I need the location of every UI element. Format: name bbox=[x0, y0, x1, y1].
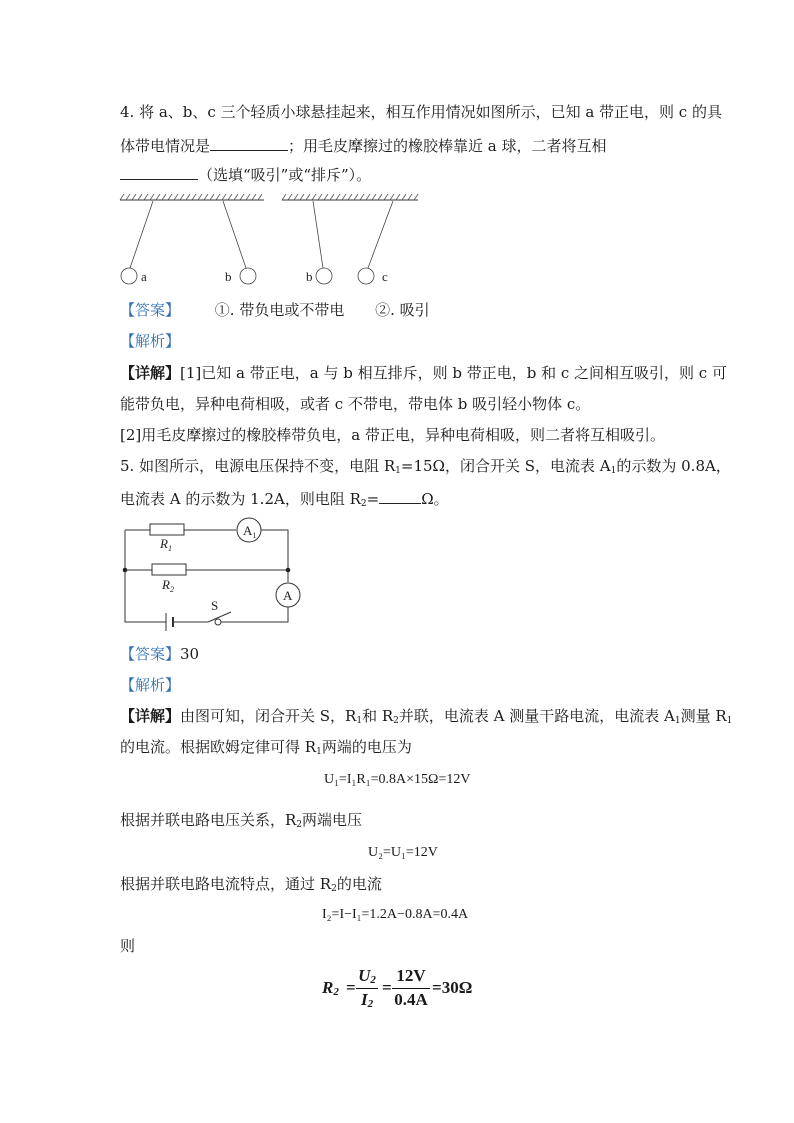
wire-left-bottom bbox=[125, 570, 166, 622]
q5-line1-sub2: 1 bbox=[610, 466, 617, 476]
frac1-bar bbox=[356, 988, 378, 989]
q5-line2-a: 电流表 A 的示数为 1.2A，则电阻 R bbox=[120, 490, 361, 508]
hatch-mark bbox=[138, 194, 142, 200]
hatch-mark bbox=[126, 194, 130, 200]
frac2-bar bbox=[392, 988, 430, 989]
q5-answer: 30 bbox=[180, 645, 200, 663]
final-lhs: $R_2$ bbox=[322, 978, 339, 998]
q5-line2-b: = bbox=[366, 490, 380, 508]
q5-detail-1c: 并联，电流表 A 测量干路电流，电流表 A bbox=[398, 707, 675, 725]
hatch-mark bbox=[372, 194, 376, 200]
label-s: S bbox=[211, 598, 219, 613]
q5-detail-2b: 两端的电压为 bbox=[321, 738, 412, 756]
q4-blank-1 bbox=[210, 134, 288, 151]
q5-line2-sub: 2 bbox=[360, 499, 367, 509]
hatch-mark bbox=[300, 194, 304, 200]
junction-left bbox=[123, 568, 128, 573]
hatch-mark bbox=[378, 194, 382, 200]
equals-2: = bbox=[382, 978, 392, 997]
wire-right-bottom bbox=[218, 607, 288, 622]
hatch-mark bbox=[204, 194, 208, 200]
q4-blank-2 bbox=[120, 163, 198, 180]
q5-line1-sub: 1 bbox=[395, 466, 401, 476]
q5-text-4a: 根据并联电路电流特点，通过 R bbox=[120, 875, 332, 893]
q5-detail-2-text: 的电流。根据欧姆定律可得 R bbox=[120, 738, 317, 756]
hatch-mark bbox=[312, 194, 316, 200]
q4-figure bbox=[118, 194, 438, 294]
string-b2 bbox=[313, 201, 323, 268]
hatch-mark bbox=[336, 194, 340, 200]
hatch-mark bbox=[144, 194, 148, 200]
wire-mid-2 bbox=[186, 570, 288, 582]
hatch-mark bbox=[216, 194, 220, 200]
q5-detail-1a: 由图可知，闭合开关 S，R bbox=[180, 707, 357, 725]
detail-label: 【详解】 bbox=[120, 364, 181, 382]
hatch-mark bbox=[258, 194, 262, 200]
q5-detail-2: 的电流。根据欧姆定律可得 $R_1$两端的电压为 bbox=[120, 738, 412, 757]
q4-line1: 4. 将 a、b、c 三个轻质小球悬挂起来，相互作用情况如图所示，已知 a 带正电，则 c 的具 bbox=[120, 103, 722, 121]
q4-line3-text: （选填“吸引”或“排斥”）。 bbox=[198, 166, 372, 184]
resistor-r2 bbox=[152, 564, 186, 575]
hatch-mark bbox=[228, 194, 232, 200]
final-equation bbox=[322, 966, 482, 1016]
frac2-num: 12V bbox=[396, 966, 426, 985]
hatch-mark bbox=[348, 194, 352, 200]
q5-circuit bbox=[118, 516, 308, 636]
hatch-mark bbox=[390, 194, 394, 200]
q4-detail-1b: 能带负电，异种电荷相吸，或者 c 不带电，带电体 b 吸引轻小物体 c。 bbox=[120, 395, 591, 413]
hatch-mark bbox=[318, 194, 322, 200]
hatch-mark bbox=[324, 194, 328, 200]
frac1-num: $U_2$ bbox=[358, 966, 376, 986]
answer-label: 【答案】 bbox=[120, 301, 181, 319]
hatch-mark bbox=[252, 194, 256, 200]
q5-line1-b: =15Ω，闭合开关 S，电流表 A bbox=[400, 457, 611, 475]
label-b2: b bbox=[306, 269, 313, 284]
hatch-mark bbox=[306, 194, 310, 200]
equation-2: U₂=U₁=12V bbox=[368, 845, 438, 860]
label-a1: $A_1$ bbox=[243, 523, 257, 540]
q5-detail-1b: 和 R bbox=[362, 707, 394, 725]
string-c bbox=[368, 201, 393, 268]
hatch-mark bbox=[282, 194, 286, 200]
label-r1: $R_1$ bbox=[160, 536, 172, 553]
frac1-den: $I_2$ bbox=[360, 990, 374, 1010]
hatch-mark bbox=[414, 194, 418, 200]
q4-line2-text-a: 体带电情况是 bbox=[120, 137, 211, 155]
string-a bbox=[130, 201, 153, 268]
hatch-mark bbox=[408, 194, 412, 200]
q4-detail-1a-text: [1]已知 a 带正电，a 与 b 相互排斥，则 b 带正电，b 和 c 之间相互吸引，则 c 可 bbox=[180, 364, 727, 382]
hatch-mark bbox=[180, 194, 184, 200]
q4-answer-1: ①. 带负电或不带电 bbox=[214, 301, 345, 319]
q4-detail-1a bbox=[120, 363, 727, 383]
hatch-mark bbox=[186, 194, 190, 200]
q5-analysis-label: 【解析】 bbox=[120, 676, 181, 694]
hatch-mark bbox=[174, 194, 178, 200]
q4-answer-line bbox=[120, 300, 430, 320]
q5-detail-label: 【详解】 bbox=[120, 707, 181, 725]
q5-text-3b: 两端电压 bbox=[302, 811, 363, 829]
label-r2: $R_2$ bbox=[162, 577, 174, 594]
q5-blank bbox=[379, 487, 421, 504]
label-b1: b bbox=[225, 269, 232, 284]
ball-b1 bbox=[240, 268, 256, 284]
hatch-mark bbox=[294, 194, 298, 200]
hatch-mark bbox=[360, 194, 364, 200]
q5-text-4: 根据并联电路电流特点，通过 $R_2$的电流 bbox=[120, 875, 382, 894]
hatch-mark bbox=[354, 194, 358, 200]
hatch-mark bbox=[384, 194, 388, 200]
resistor-r1 bbox=[150, 524, 184, 535]
hatch-mark bbox=[240, 194, 244, 200]
hatch-mark bbox=[210, 194, 214, 200]
hatch-mark bbox=[246, 194, 250, 200]
final-result: =30Ω bbox=[432, 978, 473, 997]
analysis-label: 【解析】 bbox=[120, 332, 181, 350]
q5-line1-a: 5. 如图所示，电源电压保持不变，电阻 R bbox=[120, 457, 396, 475]
label-a: a bbox=[141, 269, 147, 284]
hatch-mark bbox=[342, 194, 346, 200]
q5-answer-line bbox=[120, 644, 199, 664]
q4-line2 bbox=[120, 134, 607, 156]
q5-line1-c: 的示数为 0.8A， bbox=[616, 457, 731, 475]
q5-detail-1d: 测量 R bbox=[680, 707, 727, 725]
q5-text-4b: 的电流 bbox=[336, 875, 382, 893]
q5-text-5: 则 bbox=[120, 937, 136, 955]
hatch-mark bbox=[198, 194, 202, 200]
hatch-mark bbox=[330, 194, 334, 200]
hatch-mark bbox=[162, 194, 166, 200]
q4-detail-2: [2]用毛皮摩擦过的橡胶棒带负电，a 带正电，异种电荷相吸，则二者将互相吸引。 bbox=[120, 426, 665, 444]
ball-b2 bbox=[316, 268, 332, 284]
junction-right bbox=[286, 568, 291, 573]
frac2-den: 0.4A bbox=[394, 990, 428, 1009]
hatch-mark bbox=[396, 194, 400, 200]
ball-c bbox=[358, 268, 374, 284]
q5-detail-1: 【详解】由图可知，闭合开关 S，$R_1$和 $R_2$并联，电流表 A 测量干路电流，电流表 $A_1$测量 $R_1$ bbox=[120, 707, 733, 726]
label-a: A bbox=[283, 588, 293, 603]
q5-line1 bbox=[120, 456, 731, 476]
string-b1 bbox=[223, 201, 246, 268]
equation-3: I₂=I−I₁=1.2A−0.8A=0.4A bbox=[322, 907, 469, 922]
q5-text-3: 根据并联电路电压关系，$R_2$两端电压 bbox=[120, 811, 363, 830]
hatch-mark bbox=[402, 194, 406, 200]
hatch-mark bbox=[156, 194, 160, 200]
hatch-mark bbox=[132, 194, 136, 200]
q5-text-3a: 根据并联电路电压关系，R bbox=[120, 811, 297, 829]
q5-line2-c: Ω。 bbox=[421, 490, 449, 508]
hatch-mark bbox=[168, 194, 172, 200]
q5-line2 bbox=[120, 487, 449, 509]
hatch-mark bbox=[288, 194, 292, 200]
ball-a bbox=[121, 268, 137, 284]
q4-answer-2: ②. 吸引 bbox=[375, 301, 430, 319]
hatch-mark bbox=[150, 194, 154, 200]
hatch-mark bbox=[234, 194, 238, 200]
ceiling-hatch bbox=[120, 194, 418, 200]
hatch-mark bbox=[222, 194, 226, 200]
switch-contact bbox=[215, 619, 221, 625]
hatch-mark bbox=[120, 194, 124, 200]
hatch-mark bbox=[192, 194, 196, 200]
q4-line3 bbox=[120, 163, 371, 185]
wire-top-3 bbox=[261, 530, 288, 570]
label-c: c bbox=[382, 269, 388, 284]
hatch-mark bbox=[366, 194, 370, 200]
equation-1: U₁=I₁R₁=0.8A×15Ω=12V bbox=[324, 772, 471, 787]
q5-answer-label: 【答案】 bbox=[120, 645, 181, 663]
q4-line2-text-b: ；用毛皮摩擦过的橡胶棒靠近 a 球，二者将互相 bbox=[288, 137, 607, 155]
equals-1: = bbox=[346, 978, 356, 997]
